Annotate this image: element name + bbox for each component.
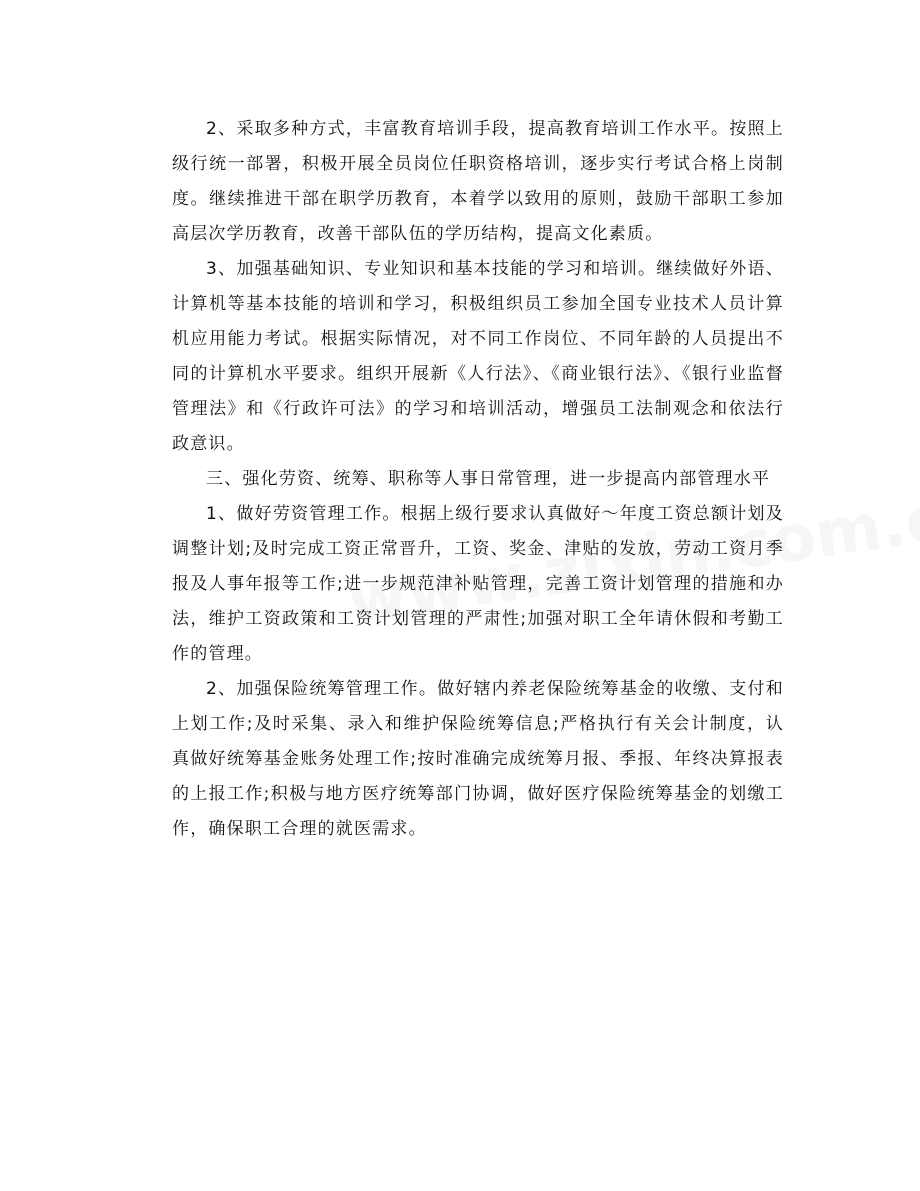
paragraph-labor-management: 1、做好劳资管理工作。根据上级行要求认真做好～年度工资总额计划及调整计划;及时完成工资正常晋升，工资、奖金、津贴的发放，劳动工资月季报及人事年报等工作;进一步规范津补贴管理，完善工资计划管理的措施和办法，维护工资政策和工资计划管理的严肃性;加强对职工全年请休假和考勤工作的管理。 <box>172 504 784 664</box>
paragraph-insurance-management: 2、加强保险统筹管理工作。做好辖内养老保险统筹基金的收缴、支付和上划工作;及时采集、录入和维护保险统筹信息;严格执行有关会计制度，认真做好统筹基金账务处理工作;按时准确完成统筹月报、季报、年终决算报表的上报工作;积极与地方医疗统筹部门协调，做好医疗保险统筹基金的划缴工作，确保职工合理的就医需求。 <box>172 679 784 839</box>
section-heading-personnel-management: 三、强化劳资、统筹、职称等人事日常管理，进一步提高内部管理水平 <box>206 469 771 489</box>
document-body <box>172 112 784 847</box>
paragraph-training-methods: 2、采取多种方式，丰富教育培训手段，提高教育培训工作水平。按照上级行统一部署，积极开展全员岗位任职资格培训，逐步实行考试合格上岗制度。继续推进干部在职学历教育，本着学以致用的原则，鼓励干部职工参加高层次学历教育，改善干部队伍的学历结构，提高文化素质。 <box>172 119 784 244</box>
paragraph-skills-training: 3、加强基础知识、专业知识和基本技能的学习和培训。继续做好外语、计算机等基本技能的培训和学习，积极组织员工参加全国专业技术人员计算机应用能力考试。根据实际情况，对不同工作岗位、不同年龄的人员提出不同的计算机水平要求。组织开展新《人行法》、《商业银行法》、《银行业监督管理法》和《行政许可法》的学习和培训活动，增强员工法制观念和依法行政意识。 <box>172 259 784 454</box>
